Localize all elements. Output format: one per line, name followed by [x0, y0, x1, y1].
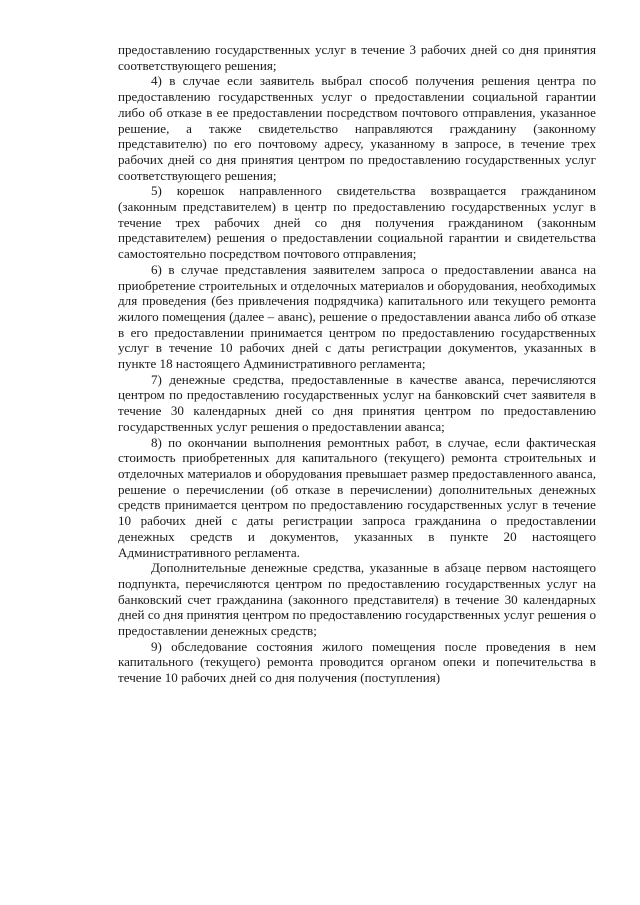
document-body — [118, 42, 596, 686]
paragraph-item-8: 8) по окончании выполнения ремонтных работ, в случае, если фактическая стоимость приобретенных для капитального (текущего) ремонта строительных и отделочных материалов и оборудования превышает размер предоставленного аванса, решение о перечислении (об отказе в перечислении) дополнительных денежных средств принимается центром по предоставлению государственных услуг в течение 10 рабочих дней с даты регистрации запроса гражданина о предоставлении денежных средств и документов, указанных в пункте 20 настоящего Административного регламента. — [118, 434, 596, 560]
paragraph-item-9: 9) обследование состояния жилого помещения после проведения в нем капитального (текущего) ремонта проводится органом опеки и попечительства в течение 10 рабочих дней со дня получения (поступления) — [118, 638, 596, 686]
paragraph-item-5: 5) корешок направленного свидетельства возвращается гражданином (законным представителем) в центр по предоставлению государственных услуг в течение трех рабочих дней со дня получения гражданином (законным представителем) решения о предоставлении социальной гарантии и свидетельства самостоятельно посредством почтового отправления; — [118, 183, 596, 262]
paragraph-continuation: предоставлению государственных услуг в течение 3 рабочих дней со дня принятия соответствующего решения; — [118, 42, 596, 73]
paragraph-item-6: 6) в случае представления заявителем запроса о предоставлении аванса на приобретение строительных и отделочных материалов и оборудования, необходимых для проведения (без привлечения подрядчика) капитального или текущего ремонта жилого помещения (далее – аванс), решение о предоставлении аванса либо об отказе в его предоставлении принимается центром по предоставлению государственных услуг в течение 10 рабочих дней с даты регистрации документов, указанных в пункте 18 настоящего Административного регламента; — [118, 261, 596, 372]
paragraph-item-7: 7) денежные средства, предоставленные в качестве аванса, перечисляются центром по предоставлению государственных услуг на банковский счет заявителя в течение 30 календарных дней со дня принятия центром по предоставлению государственных услуг решения о предоставлении аванса; — [118, 371, 596, 434]
paragraph-additional-funds: Дополнительные денежные средства, указанные в абзаце первом настоящего подпункта, перечисляются центром по предоставлению государственных услуг на банковский счет гражданина (законного представителя) в течение 30 календарных дней со дня принятия центром по предоставлению государственных услуг решения о предоставлении денежных средств; — [118, 560, 596, 639]
paragraph-item-4: 4) в случае если заявитель выбрал способ получения решения центра по предоставлению государственных услуг о предоставлении социальной гарантии либо об отказе в ее предоставлении посредством почтового отправления, указанное решение, а также свидетельство направляются гражданину (законному представителю) по его почтовому адресу, указанному в запросе, в течение трех рабочих дней со дня принятия центром по предоставлению государственных услуг соответствующего решения; — [118, 73, 596, 183]
